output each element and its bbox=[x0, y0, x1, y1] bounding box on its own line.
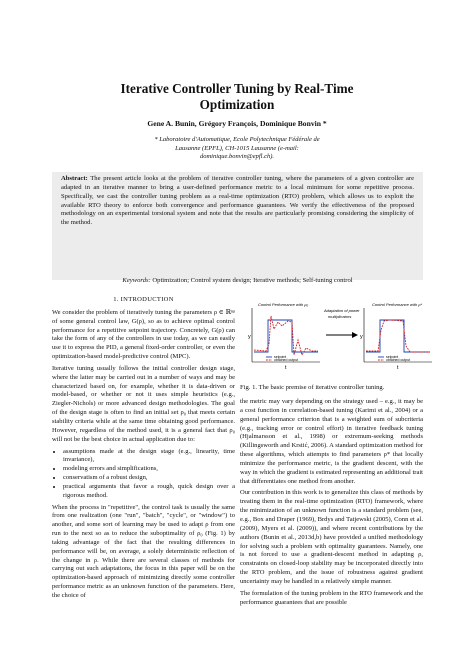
legend-setpoint: setpoint bbox=[274, 355, 287, 359]
affiliation-line-2: Lausanne (EPFL), CH-1015 Lausanne (e-mail: bbox=[175, 144, 299, 152]
right-column bbox=[240, 398, 423, 610]
intro-paragraph-2: Iterative tuning usually follows the initial controller design stage, where the latter may be carried out in a number of ways and may be characterized based on, for example, whether it is data-driven or model-based, or whether or not it uses simple heuristics (e.g., Ziegler-Nichols) or more advanced design methodologies. The goal of the design stage is often to find an initial set ρ₀ that meets certain stability criteria while at the same time obtaining good performance. However, regardless of the method used, it is a general fact that ρ₀ will not be the best choice in actual application due to: bbox=[52, 364, 235, 443]
list-item: • practical arguments that favor a rough, quick design over a rigorous method. bbox=[63, 483, 235, 501]
affiliation-line-3: dominique.bonvin@epfl.ch). bbox=[199, 153, 275, 161]
adaptation-label-1: Adaptation of power bbox=[324, 308, 360, 313]
right-paragraph-1: the metric may vary depending on the strategy used – e.g., it may be a cost function in correlation-based tuning (Karimi et al., 2004) or a general performance criterion that is a weighted sum of subcriteria (e.g., tracking error or control effort) in iterative feedback tuning (Hjalmarsson et al., 1998) or extremum-seeking methods (Killingsworth and Krstić, 2006). A standard optimization method for these algorithms, which attempts to find parameters ρ* that locally minimize the performance metric, is the gradient descent, with the way in which the gradient is estimated representing an additional trait that differentiates one method from another. bbox=[240, 398, 423, 485]
list-item: • modeling errors and simplifications, bbox=[63, 465, 235, 474]
left-y-label: y bbox=[248, 334, 251, 340]
right-t-label: t bbox=[397, 365, 399, 371]
list-item: • conservatism of a robust design, bbox=[63, 474, 235, 483]
left-setpoint-line bbox=[254, 320, 318, 352]
reasons-list bbox=[52, 448, 235, 501]
left-column bbox=[52, 296, 235, 604]
abstract-box bbox=[52, 172, 423, 280]
affiliation bbox=[120, 136, 354, 162]
left-plot-label: Control Performance with ρ₀ bbox=[258, 302, 309, 307]
legend-output: obtained output bbox=[274, 358, 299, 362]
affiliation-line-1: * Laboratoire d'Automatique, Ecole Polytechnique Fédérale de bbox=[154, 136, 320, 143]
intro-paragraph-3: When the process in "repetitive", the control task is usually the same from one realization (one "run", "batch", "cycle", or "window") to another, and some sort of learning may be used to adapt ρ from one run to the next so as to reduce the suboptimality of ρ₀ (Fig. 1) by taking advantage of the fact that the resulting differences in performance will be, on average, a solely deterministic reflection of the change in ρ. While there are several classes of methods for carrying out such adaptations, the focus in this paper will be on the optimization-based approach of minimizing directly some controller performance metric as an unknown function of the parameters. Here, the choice of bbox=[52, 503, 235, 599]
list-item: • assumptions made at the design stage (e.g., linearity, time invariance), bbox=[63, 448, 235, 466]
legend-setpoint-right: setpoint bbox=[386, 355, 399, 359]
title-line-1: Iterative Controller Tuning by Real-Time bbox=[120, 81, 354, 96]
legend-output-right: obtained output bbox=[386, 358, 411, 362]
right-paragraph-2: Our contribution in this work is to generalize this class of methods by treating them in the real-time optimization (RTO) framework, where the minimization of an unknown function is a standard problem (see, e.g., Box and Draper (1969), Brdys and Tatjewski (2005), Conn et al. (2009), Myers et al. (2009)), and where recent contributions by the authors (Bunin et al., 2013d,b) have provided a unified methodology for solving such a problem with optimality guarantees. Namely, one is not forced to use a gradient-descent method in adapting ρ, constraints on closed-loop stability may be incorporated directly into the RTO problem, and the issue of robustness against gradient uncertainty may be handled in a relatively simple manner. bbox=[240, 489, 423, 585]
right-output-line bbox=[366, 320, 430, 352]
author-list: Gene A. Bunin, Grégory François, Dominique Bonvin * bbox=[147, 119, 327, 128]
adaptation-label-2: multiplicators bbox=[328, 314, 352, 319]
abstract-label: Abstract: bbox=[61, 175, 88, 182]
keywords bbox=[52, 276, 423, 285]
paper-title bbox=[0, 81, 474, 113]
keywords-text: Optimization; Control system design; Iterative methods; Self-tuning control bbox=[152, 277, 353, 284]
left-t-label: t bbox=[285, 365, 287, 371]
right-setpoint-line bbox=[366, 320, 430, 352]
right-plot-label: Control Performance with ρ* bbox=[372, 302, 423, 307]
abstract-text: The present article looks at the problem of iterative controller tuning, where the parameters of a given controller are adapted in an iterative manner to bring a user-defined performance metric to a local minimum for some repetitive process. Specifically, we cast the controller tuning problem as a real-time optimization (RTO) problem, which allows us to exploit the available RTO theory to enforce both convergence and performance guarantees. We verify the effectiveness of the proposed methodology on an experimental torsional system and note that the results are particularly promising considering the simplicity of the method. bbox=[61, 175, 414, 227]
adaptation-arrow-head bbox=[352, 332, 358, 338]
keywords-label: Keywords: bbox=[122, 277, 151, 284]
right-paragraph-3: The formulation of the tuning problem in the RTO framework and the performance guarantees that are possible bbox=[240, 589, 423, 606]
left-output-line bbox=[254, 316, 318, 355]
section-heading-introduction: 1. INTRODUCTION bbox=[113, 296, 174, 303]
figure-1 bbox=[240, 300, 436, 378]
intro-paragraph-1: We consider the problem of iteratively tuning the parameters ρ ∈ ℝⁿᵖ of some general control law, G(ρ), so as to achieve optimal control performance for a repetitive setpoint trajectory. Concretely, G(ρ) can take the form of any of the controllers in use today, as we can easily use it to express the PID, a general fixed-order controller, or even the optimization-based model-predictive control (MPC). bbox=[52, 308, 235, 361]
title-line-2: Optimization bbox=[199, 97, 275, 112]
right-y-label: y bbox=[360, 334, 363, 340]
figure-caption: Fig. 1. The basic premise of iterative controller tuning. bbox=[240, 384, 385, 391]
